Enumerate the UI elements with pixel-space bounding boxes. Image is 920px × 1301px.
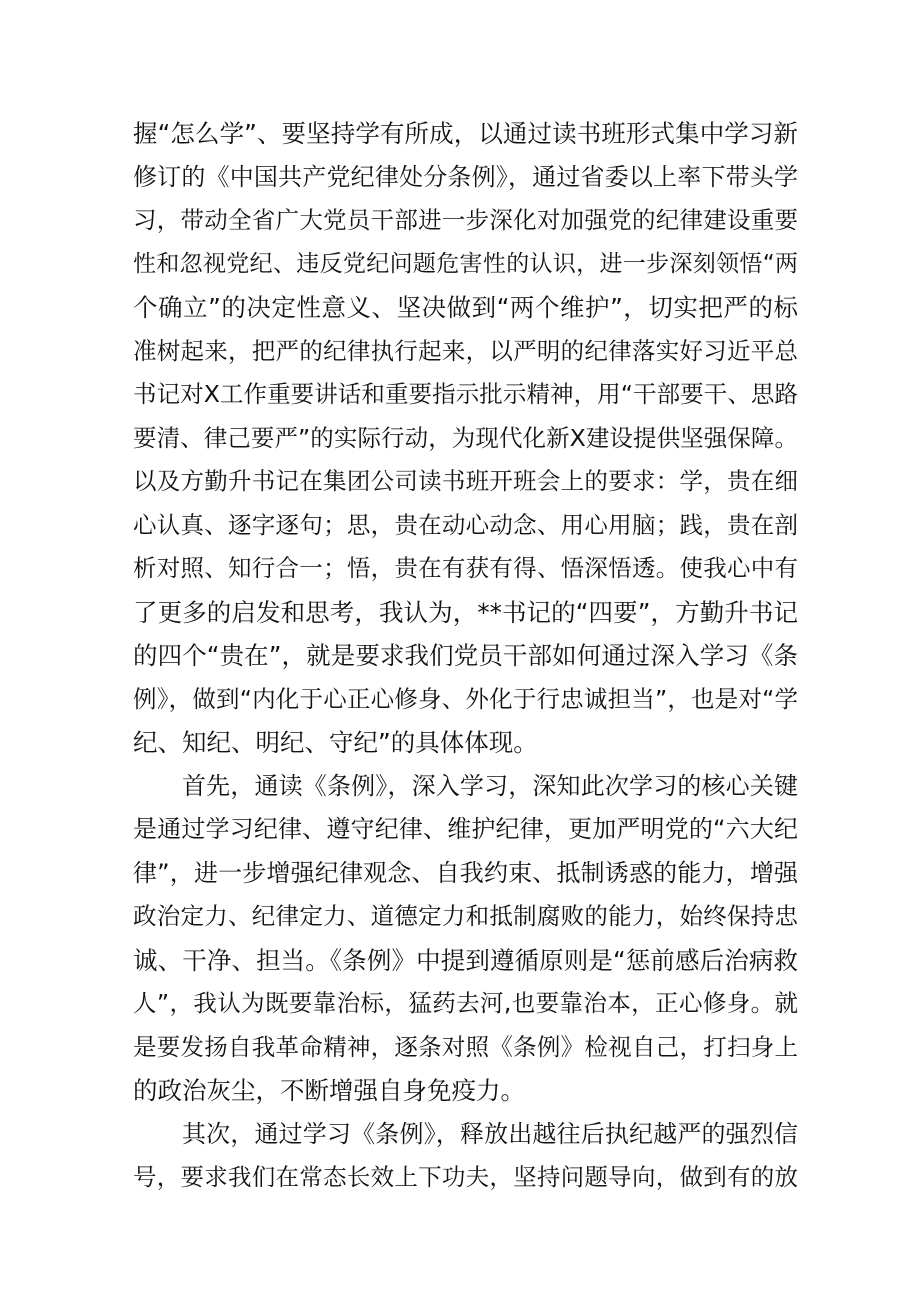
text-line: 准树起来，把严的纪律执行起来，以严明的纪律落实好习近平总 (133, 336, 798, 365)
text-line: 书记对X工作重要讲话和重要指示批示精神，用“干部要干、思路 (133, 380, 798, 408)
paragraph-1 (133, 112, 798, 765)
text-line: 政治定力、纪律定力、道德定力和抵制腐败的能力，始终保持忠 (133, 902, 798, 930)
text-line: 是要发扬自我革命精神，逐条对照《条例》检视自己，打扫身上 (133, 1032, 798, 1061)
text-line: 诚、干净、担当。《条例》中提到遵循原则是“惩前感后治病救 (133, 945, 798, 975)
document-body (133, 112, 798, 1200)
text-line: 了更多的启发和思考，我认为，**书记的“四要”，方勤升书记 (133, 597, 798, 627)
text-line: 习，带动全省广大党员干部进一步深化对加强党的纪律建设重要 (133, 206, 798, 234)
text-line: 号，要求我们在常态长效上下功夫，坚持问题导向，做到有的放 (133, 1163, 798, 1191)
text-line: 的四个“贵在”，就是要求我们党员干部如何通过深入学习《条 (133, 641, 798, 670)
text-line: 纪、知纪、明纪、守纪”的具体体现。 (133, 728, 538, 757)
text-line: 以及方勤升书记在集团公司读书班开班会上的要求：学，贵在细 (133, 467, 798, 495)
text-line: 人”，我认为既要靠治标，猛药去河,也要靠治本，正心修身。就 (133, 989, 798, 1017)
text-line: 析对照、知行合一；悟，贵在有获有得、悟深悟透。使我心中有 (133, 554, 798, 582)
text-line: 握“怎么学”、要坚持学有所成，以通过读书班形式集中学习新 (133, 119, 798, 148)
text-line: 的政治灰尘，不断增强自身免疫力。 (133, 1076, 525, 1105)
text-line: 要清、律己要严”的实际行动，为现代化新X建设提供坚强保障。 (133, 423, 798, 452)
paragraph-2 (133, 765, 798, 1113)
text-line: 例》，做到“内化于心正心修身、外化于行忠诚担当”，也是对“学 (133, 684, 798, 713)
text-line: 个确立”的决定性意义、坚决做到“两个维护”，切实把严的标 (133, 293, 798, 322)
text-line: 心认真、逐字逐句；思，贵在动心动念、用心用脑；践，贵在剖 (133, 510, 798, 539)
text-line: 律”，进一步增强纪律观念、自我约束、抵制诱惑的能力，增强 (133, 858, 798, 887)
text-line: 修订的《中国共产党纪律处分条例》，通过省委以上率下带头学 (133, 162, 798, 191)
text-line: 是通过学习纪律、遵守纪律、维护纪律，更加严明党的“六大纪 (133, 815, 798, 843)
text-line: 首先，通读《条例》，深入学习，深知此次学习的核心关键 (182, 771, 798, 800)
text-line: 其次，通过学习《条例》，释放出越往后执纪越严的强烈信 (182, 1119, 798, 1148)
text-line: 性和忽视党纪、违反党纪问题危害性的认识，进一步深刻领悟“两 (133, 250, 798, 277)
paragraph-3 (133, 1113, 798, 1200)
